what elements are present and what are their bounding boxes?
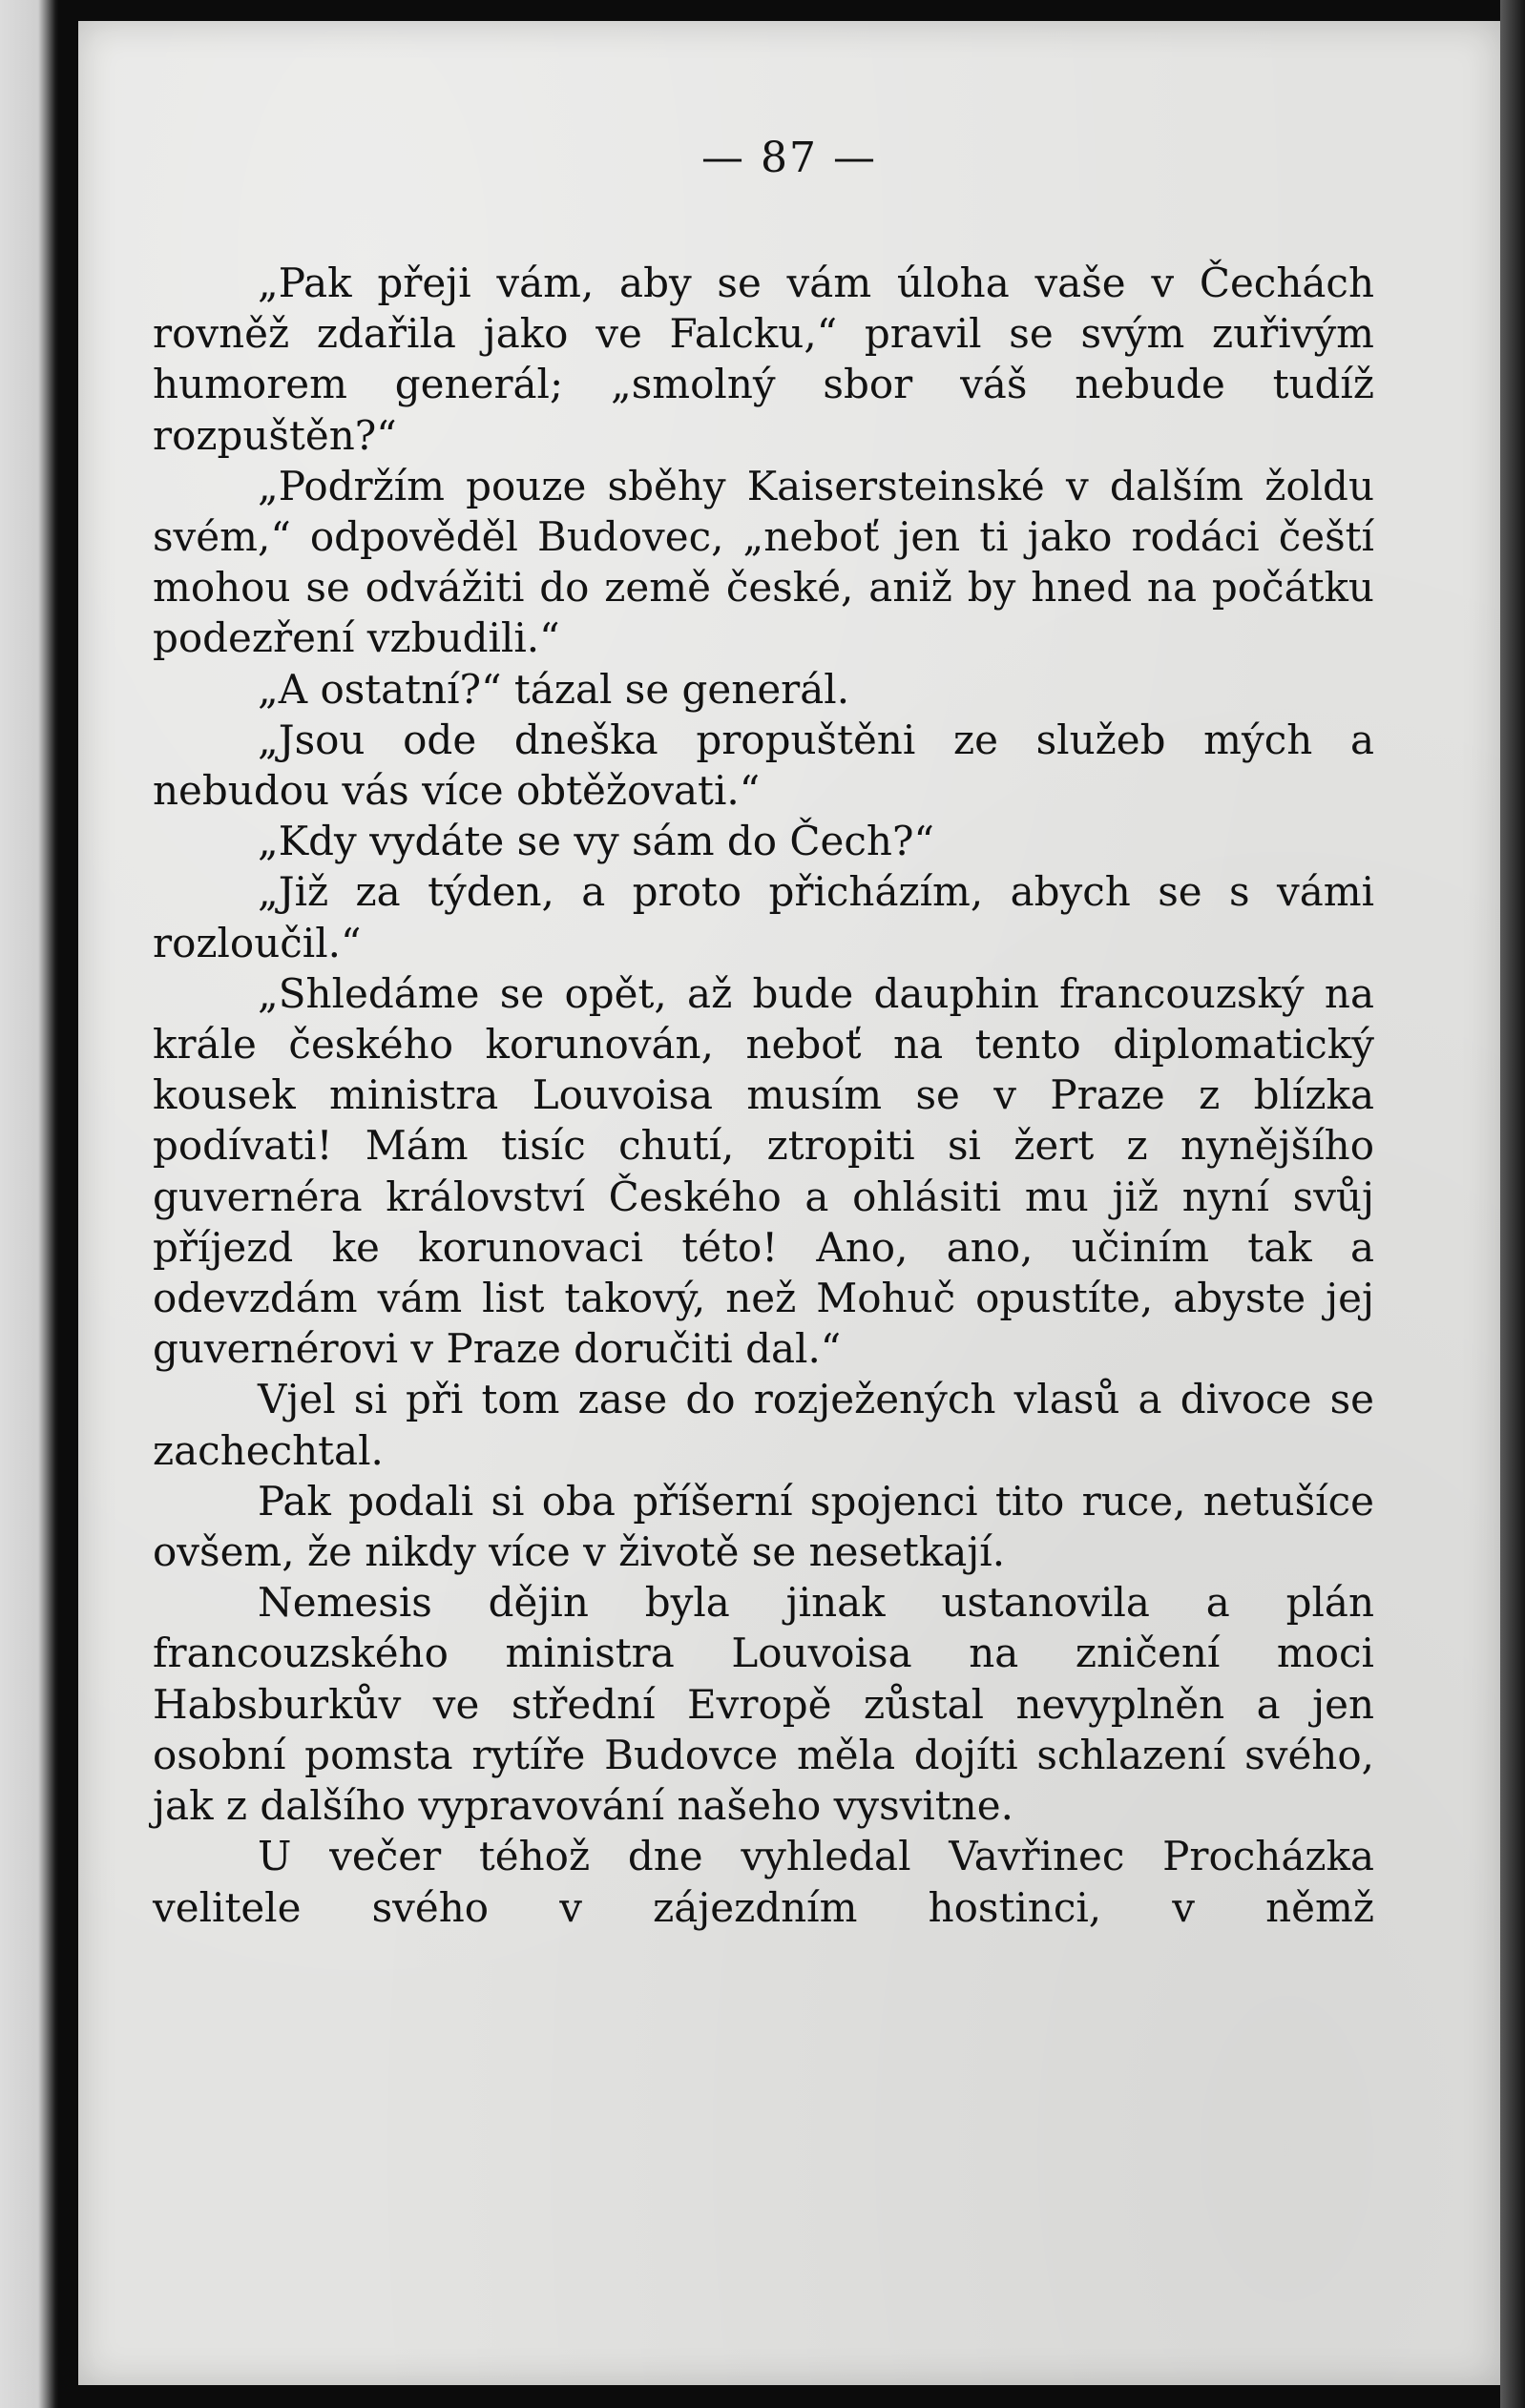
paragraph: „A ostatní?“ tázal se generál. (258, 665, 850, 713)
paragraph: U večer téhož dne vyhledal Vavřinec Procházka velitele svého v zájezdním hostinci, v němž (153, 1833, 1374, 1931)
paragraph: „Již za týden, a proto přicházím, abych se s vámi rozloučil.“ (153, 868, 1374, 966)
paragraph: Nemesis dějin byla jinak ustanovila a plán francouzského ministra Louvoisa na zničení moci Habsburkův ve střední Evropě zůstal nevyplněn a jen osobní pomsta rytíře Budovce měla dojíti schlazení svého, jak z dalšího vypravování našeho vysvitne. (153, 1579, 1374, 1830)
previous-page-edge (0, 0, 59, 2408)
paragraph: Vjel si při tom zase do rozježených vlasů a divoce se zachechtal. (153, 1376, 1374, 1474)
paragraph: „Jsou ode dneška propuštěni ze služeb mých a nebudou vás více obtěžovati.“ (153, 716, 1374, 815)
page-body (153, 258, 1374, 1933)
page-binding-edge (1500, 0, 1525, 2408)
paragraph: Pak podali si oba příšerní spojenci tito ruce, netušíce ovšem, že nikdy více v životě se nesetkají. (153, 1477, 1374, 1576)
paragraph: „Pak přeji vám, aby se vám úloha vaše v Čechách rovněž zdařila jako ve Falcku,“ pravil se svým zuřivým humorem generál; „smolný sbor váš nebude tudíž rozpuštěn?“ (153, 259, 1374, 459)
paragraph: „Kdy vydáte se vy sám do Čech?“ (258, 818, 934, 865)
page-number: — 87 — (701, 134, 877, 182)
book-page (78, 21, 1500, 2385)
paragraph: „Shledáme se opět, až bude dauphin francouzský na krále českého korunován, neboť na tento diplomatický kousek ministra Louvoisa musím se v Praze z blízka podívati! Mám tisíc chutí, ztropiti si žert z nynějšího guvernéra království Českého a ohlásiti mu již nyní svůj příjezd ke korunovaci této! Ano, ano, učiním tak a odevzdám vám list takový, než Mohuč opustíte, abyste jej guvernérovi v Praze doručiti dal.“ (153, 969, 1374, 1373)
paragraph: „Podržím pouze sběhy Kaisersteinské v dalším žoldu svém,“ odpověděl Budovec, „neboť jen ti jako rodáci čeští mohou se odvážiti do země české, aniž by hned na počátku podezření vzbudili.“ (153, 462, 1374, 662)
